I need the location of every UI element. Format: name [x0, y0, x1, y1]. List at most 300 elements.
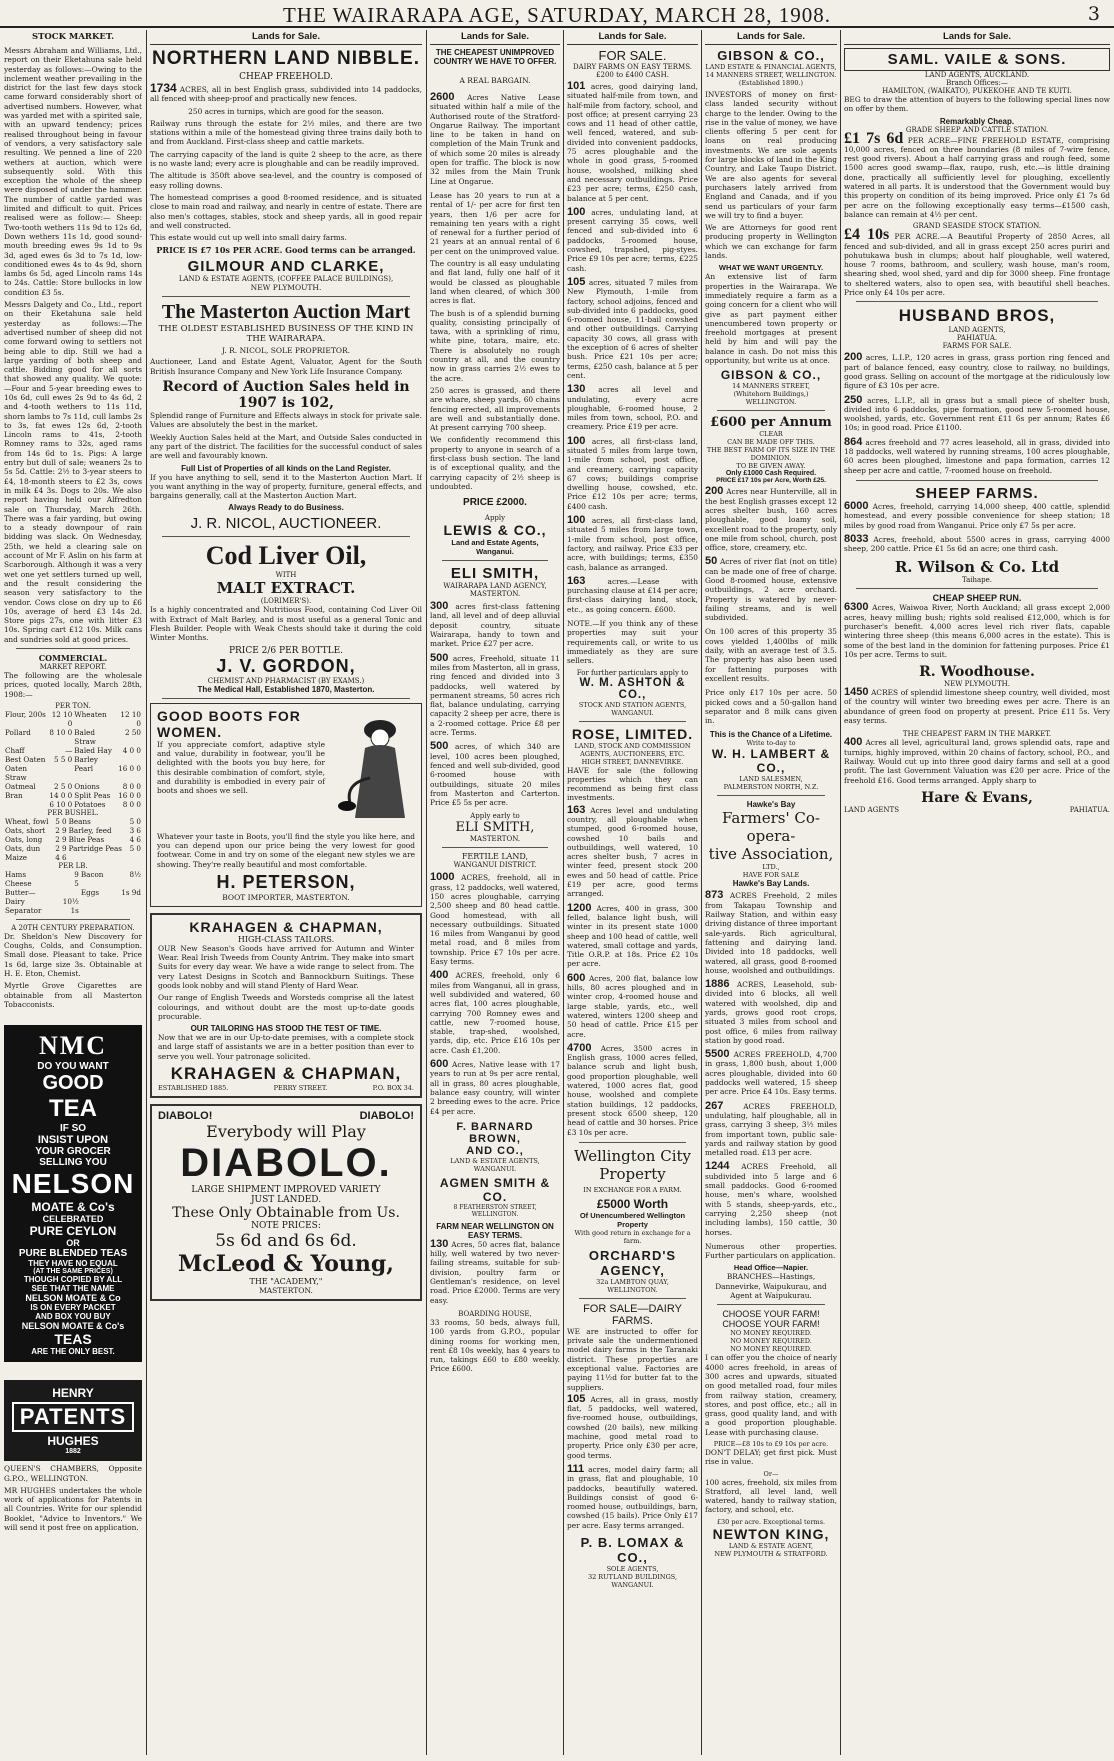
ad-line: THEY HAVE NO EQUAL [28, 1259, 118, 1269]
diabolo-landed: JUST LANDED. [250, 1195, 322, 1206]
lot-text: acres.—Lease with purchasing clause at £14 per acre; first-class dairying land, stock, etc., as going concern. £600. [567, 576, 698, 614]
rose-intro: HAVE for sale (the following properties which they can recommend as being first class investments. [567, 765, 698, 803]
price-row [4, 835, 142, 844]
nibble-agent: GILMOUR AND CLARKE, [187, 258, 385, 276]
vaile-price-1: £1 7s 6d [844, 129, 904, 147]
lot-number: 500 [430, 740, 449, 753]
column-rule [563, 30, 564, 1755]
krah-text-3: Now that we are in our Up-to-date premises, with a complete stock and large staff of assistants we are in a better position than ever to serve you well. Your patronage solicited. [158, 1033, 414, 1061]
price-cell: Wheat, fowl [5, 816, 49, 826]
ad-brand: NELSON [11, 1168, 135, 1200]
lot-number: 50 [705, 555, 718, 568]
lands-for-sale-header: Lands for Sale. [567, 30, 698, 45]
masthead-title: THE WAIRARAPA AGE, SATURDAY, MARCH 28, 1908. [282, 3, 832, 27]
lot-text: ACRES, freehold, all in grass, 12 paddocks, well watered, 150 acres ploughable, carrying 2,500 sheep and 80 head cattle. Good homestead, with all necessary outbuildings. Situated 16 miles from Wanganui by good metal road, and 8 miles from township. Price £7 10s per acre. Easy terms. [430, 873, 560, 967]
diabolo-ad [150, 1104, 422, 1301]
ashton-name: W. M. ASHTON & CO., [579, 676, 686, 701]
lot-text: Acres, Waiwoa River, North Auckland; all grass except 2,000 acres, heavy milling bush; rights sold realised £12,000, which is for purchaser's benefit. 4,000 acres level rich river flats, capable wintering three sheep (this means 6,000 acres in the estate). This is some of the best land in the dominion for fattening purposes. Price £1 10s per acre. Terms to suit. [844, 603, 1110, 659]
price-cell: Baled Straw [74, 727, 96, 746]
price-cell: Eggs [80, 887, 100, 897]
cod-title: Cod Liver Oil, [205, 541, 367, 571]
lot-text: acres, of which 340 are level, 100 acres been ploughed, fenced and well sub-divided, good 6-roomed house with outbuildings, situate 20 miles from Masterton and Carterton. Price £5 5s per acre. [430, 742, 560, 808]
farmers-ltd: LTD., [762, 863, 780, 872]
price-cell: Partridge Peas [68, 843, 122, 853]
column-rule [840, 30, 841, 1755]
mart-ready: Always Ready to do Business. [228, 503, 344, 513]
price-cell: Split Peas [74, 790, 111, 800]
col3-paragraph: 250 acres is grassed, and there are whare, sheep yards, 60 chains fencing erected, all improvements are well and substantially done. At present carrying 700 sheep. [430, 385, 560, 433]
century-text: Dr. Sheldon's New Discovery for Coughs, Colds, and Consumption. Small dose. Pleasant to take. Price 1s 6d, large size 3s. Obtainable at H. E. Eton, Chemist. [4, 931, 142, 979]
price-cell: Barley [74, 754, 98, 764]
seaside-station: GRAND SEASIDE STOCK STATION. [912, 222, 1042, 231]
price-cell [4, 800, 48, 809]
price-table-bushel [4, 817, 142, 862]
col4-sub-2: £200 to £400 CASH. [596, 71, 669, 79]
price-row [4, 746, 142, 755]
rose-street: HIGH STREET, DANNEVIRKE. [581, 757, 684, 766]
lot-number: 864 [844, 435, 863, 448]
price-table-ton [4, 710, 142, 809]
nibble-paragraph: This estate would cut up well into small dairy farms. [150, 233, 347, 243]
lot-item [567, 82, 698, 203]
diabolo-prices: 5s 6d and 6s 6d. [215, 1231, 357, 1252]
price-row [4, 853, 142, 862]
price-cell: Oats, dun [5, 843, 41, 853]
lot-item [844, 532, 1110, 554]
price-cell: Cheese [5, 878, 32, 888]
mart-proprietor: J. R. NICOL, SOLE PROPRIETOR. [221, 346, 351, 356]
hb-lots [705, 891, 837, 1236]
ad-line: NELSON MOATE & Co's [21, 1321, 125, 1332]
husband-farms: FARMS FOR SALE. [942, 342, 1012, 351]
col3-title-2: COUNTRY WE HAVE TO OFFER. [433, 57, 557, 66]
hb-title: Hawke's Bay [746, 800, 796, 810]
nibble-paragraph: The altitude is 350ft above sea-level, and the country is composed of easy rolling downs. [150, 171, 422, 190]
column-lands-5 [705, 30, 837, 1755]
gibson-sub: LAND ESTATE & FINANCIAL AGENTS, [705, 63, 837, 71]
lady-illustration [325, 708, 415, 832]
numerous-line: Numerous other properties. Further particulars on application. [705, 1241, 837, 1261]
choose-title: CHOOSE YOUR FARM! [722, 1309, 820, 1320]
vaile-text-2: PER ACRE.—A Beautiful Property of 2850 Acres, all fenced and sub-divided, and all in grass except 250 acres puriri and pohutukawa bush in clumps; about half ploughable, well watered, house 7 rooms, bathroom, and scullery, wash house, man's room, shearing shed, wool shed, yard and dip for 3000 sheep. Fine frontage to sheltered waters, also to open sea, with beautiful shell beaches. Price only £4 10s per acre. [844, 232, 1110, 298]
col3-bargain: A REAL BARGAIN. [459, 76, 531, 85]
eli-apply: Apply early to [470, 812, 520, 821]
gibson-investors: INVESTORS of money on first-class landed security without charge to the lender. Owing to the rise in the value of money, we have clients offering 5 per cent for loans on real producing investments. We are sole agents for large blocks of land in the King Country, and Lake Taupo District. We are also agents for several purchasers lately arrived from England and Canada, and if you send us particulars of your farm we will try to find a buyer. [705, 90, 837, 220]
lot-text: acres, all first-class land, situated 5 miles from large town, 1-mile from school, post office, factory, and railway. Price £33 per acre, with buildings; terms, £350 cash, balance as arranged. [567, 516, 698, 572]
price-row [4, 782, 142, 791]
price-cell: Wheaten [74, 709, 107, 719]
cod-text: Is a highly concentrated and Nutritious Food, containing Cod Liver Oil with Extract of Malt Barley, and is most useful as a general Tonic and Flesh Builder. People with Weak Chests should take it during the cold Winter Months. [150, 605, 422, 643]
fertile-lots [430, 873, 560, 1115]
fertile-title: FERTILE LAND, [461, 852, 529, 862]
lewis-sub: Land and Estate Agents, [451, 538, 539, 548]
hare-sub: LAND AGENTS [844, 805, 900, 814]
price-row [4, 870, 142, 879]
eli-lots [430, 602, 560, 807]
lot-item [567, 574, 698, 614]
mart-paragraph: Weekly Auction Sales held at the Mart, and Outside Sales conducted in any part of the district. The facilities for the successful conduct of sales are well and favourably known. [150, 432, 422, 461]
lot-item [430, 602, 560, 648]
price-cell: Oaten Straw [5, 763, 27, 782]
cheap-sheep-title: CHEAP SHEEP RUN. [932, 593, 1022, 604]
price-cell: Onions [74, 781, 100, 791]
patents-ad [4, 1380, 142, 1461]
lot-number: 4700 [567, 1041, 592, 1054]
delay-line: DON'T DELAY; get first pick. Must rise in value. [705, 1447, 837, 1467]
price-cell [117, 755, 142, 764]
ad-line: 1882 [65, 1448, 81, 1456]
woodhouse-name: R. Woodhouse. [919, 664, 1035, 681]
ad-brand: MOATE & Co's [31, 1200, 115, 1215]
nibble-text: ACRES, all in best English grass, subdivided into 14 paddocks, all fenced with sheep-proof and practically new fences. [150, 85, 422, 104]
price-cell: 12 10 0 [51, 709, 73, 728]
price-cell: 5 5 0 [53, 754, 73, 764]
krah-sub: HIGH-CLASS TAILORS. [237, 934, 335, 944]
lomax-place: WANGANUI. [611, 1581, 654, 1590]
lot-text: acres, L.I.P., all in grass but a small piece of shelter bush, divided into 6 paddocks, pipe formation, good new 5-roomed house, woolshed, yards, etc. Government rent £11 6s per annum; Rates £6 10s; in good road. Price £1100. [844, 395, 1110, 433]
nibble-lead: 1734 [150, 81, 177, 95]
farmers-title: Farmers' Co-opera- [722, 809, 820, 846]
lot-item [567, 971, 698, 1039]
mart-register: Full List of Properties of all kinds on the Land Register. [181, 463, 391, 473]
price-cell: 2 9 [55, 834, 67, 844]
ad-line: PURE BLENDED TEAS [18, 1248, 128, 1260]
lot-number: 1244 [705, 1160, 730, 1173]
barnard-place: WANGANUI. [473, 1164, 517, 1173]
price-cell: 5 0 [129, 843, 141, 853]
lot-item [567, 1462, 698, 1530]
wellington-return: With good return in exchange for a farm. [574, 1228, 691, 1245]
lot-number: 1450 [844, 686, 869, 699]
krah-name: KRAHAGEN & CHAPMAN, [170, 1064, 402, 1084]
boots-text-2: Whatever your taste in Boots, you'll find the style you like here, and you can depend upon our price being the very lowest for good footwear. Come in and try on some of the elegant new styles we are showing. They're really beautiful and most comfortable. [157, 831, 415, 869]
boots-text: If you appreciate comfort, adaptive style and value, durability in footwear, you'll be delighted with the boots you buy here, for this desirable combination of comfort, style, and durability is embodied in every pair of boots and shoes we sell. [157, 739, 325, 796]
lot-text: acres, all first-class land, situated 5 miles from large town, 1-mile from school, post office, and creamery, carrying capacity 67 cows; buildings comprise dwelling house, cowshed, etc. Price £12 10s per acre; terms, £400 cash. [567, 436, 698, 511]
gibson-want: WHAT WE WANT URGENTLY. [718, 263, 824, 273]
farmers-title-2: tive Association, [708, 845, 834, 864]
lot-text: Acres, freehold, carrying 14,000 sheep, 400 cattle, splendid homestead, and every possible convenience for sheep station; 18 miles by good road from Wanganui. Price only £7 5s per acre. [844, 501, 1110, 530]
lomax-name: P. B. LOMAX & CO., [580, 1535, 685, 1566]
price-cell: 8 0 0 [122, 799, 141, 809]
price-cell: 3 6 [129, 825, 141, 835]
lot-item [844, 353, 1110, 390]
lot-text: ACRES, Leasehold, sub-divided into 6 blocks, all well watered with woolshed, dip and yards, grows good root crops, situated 3 miles from school and post office, 6 miles from railway station by good road. [705, 980, 837, 1045]
col3-paragraph: The country is all easy undulating and flat land, fully one half of it would be classed as ploughable land when cleared, of which 300 acres is flat. [430, 259, 560, 306]
patents-address: QUEEN'S CHAMBERS, Opposite G.P.O., WELLINGTON. [4, 1464, 142, 1483]
lot-item [430, 651, 560, 738]
col4-title: FOR SALE. [598, 48, 667, 63]
eli-place: MASTERTON. [469, 590, 521, 599]
lot-text: Acres, 50 acres flat, balance hilly, well watered by two never-failing streams, suitable for sub-division, poultry farm or Gentleman's residence, on level road. Price £2000. Terms are very easy. [430, 1239, 560, 1305]
lot-item [705, 1050, 837, 1096]
ad-line: INSIST UPON [37, 1134, 109, 1147]
lot-number: 400 [430, 969, 449, 982]
page-number: 3 [1087, 3, 1100, 25]
price-cell: Bran [5, 790, 23, 800]
vaile-beg: BEG to draw the attention of buyers to the following special lines now on offer by them. [844, 95, 1110, 114]
hare-place: PAHIATUA. [1069, 805, 1110, 814]
lomax-street: 32 RUTLAND BUILDINGS, [587, 1573, 678, 1582]
cod-malt: MALT EXTRACT. [216, 579, 356, 598]
eli-sub: WAIRARAPA LAND AGENCY, [443, 582, 547, 591]
lot-text: acres freehold and 77 acres leasehold, all in grass, divided into 18 paddocks, well watered by running streams, 100 acres ploughable, 60 acres been ploughed, limestone and papa formation, carries 12 sheep per acre and cattle, 7-roomed house on freehold. [844, 437, 1110, 475]
remarkably-cheap: Remarkably Cheap. [939, 116, 1015, 126]
mart-name: J. R. NICOL, AUCTIONEER. [190, 515, 382, 533]
lot-text: Acres, Native lease with 17 years to run at 9s per acre rental, all in grass, 80 acres ploughable, balance easy country, will winter 2 breeding ewes to the acre. Price £4 per acre. [430, 1060, 560, 1116]
wilson-place: Taihape. [961, 576, 993, 585]
lewis-name: LEWIS & CO., [443, 522, 547, 539]
branches-line: BRANCHES—Hastings, Dannevirke, Waipukurau, and Agent at Waipukurau. [715, 1272, 827, 1301]
write-line: Write to-day to [746, 739, 796, 748]
col5-lots [705, 487, 837, 725]
lot-item [430, 873, 560, 966]
price-cell [113, 897, 142, 906]
farm-title-2: EASY TERMS. [467, 1230, 523, 1240]
woodhouse-place: NEW PLYMOUTH. [944, 680, 1010, 689]
price-row [4, 826, 142, 835]
lot-item [567, 434, 698, 511]
lot-text: ACRES FREEHOLD, undulating, half ploughable, all in grass, carrying 3 sheep, 3½ miles from important town, public sale-yards and railway station by good metalled road. £13 per acre. [705, 1101, 837, 1158]
gibson-want-text: An extensive list of farm properties in the Wairarapa. We immediately require a farm as a going concern for a client who will give as part payment either unencumbered town property or freehold mortgages at present held by him and will pay the balance in cash. Do not miss this opportunity, but write us at once. [705, 272, 837, 366]
dairy-lots [567, 1392, 698, 1530]
price-cell: Pearl [74, 763, 94, 773]
ad-line: IF SO [59, 1123, 87, 1135]
price-row [4, 817, 142, 826]
wellington-title: Wellington City [574, 1146, 691, 1165]
lomax-sub: SOLE AGENTS, [606, 1565, 659, 1574]
orchard-name: ORCHARD'S AGENCY, [588, 1247, 677, 1278]
lot-number: 400 [844, 736, 863, 749]
lot-number: 873 [705, 889, 724, 902]
col4-particulars: For further particulars apply to [576, 668, 689, 677]
column-lands-6 [844, 30, 1110, 1755]
price-cell: 1s [70, 905, 79, 915]
price-cell: — [65, 745, 73, 755]
lot-number: 130 [567, 383, 586, 396]
diabolo-big: DIABOLO. [180, 1141, 392, 1186]
nibble-agent-sub: LAND & ESTATE AGENTS, (COFFEE PALACE BUILDINGS), [178, 275, 394, 284]
dairy-title-2: FARMS. [612, 1314, 653, 1327]
price-row [4, 800, 142, 809]
lot-text: acres, undulating land, at present carrying 35 cows, well fenced and sub-divided into 6 paddocks, 5-roomed house, cowshed, trapshed, pig-styes. Price £9 10s per acre; terms, £225 cash. [567, 207, 698, 273]
price-cell: 2 9 [55, 843, 67, 853]
price-row [4, 728, 142, 746]
diabolo-place: MASTERTON. [259, 1286, 313, 1296]
price-row [4, 879, 142, 888]
lot-number: 2600 [430, 91, 455, 103]
orchard-place: WELLINGTON. [607, 1285, 658, 1294]
lot-text: Acres, freehold, about 5500 acres in grass, carrying 4000 sheep, 200 cattle. Price £1 5s 6d an acre; one third cash. [844, 534, 1110, 554]
lot-item [430, 1060, 560, 1116]
cod-lorimer: (LORIMER'S). [260, 597, 312, 606]
lot-item [567, 516, 698, 572]
lot-number: 100 [567, 434, 586, 447]
gibson-investors-2: We are Attorneys for good rent producing property in Wellington which we can exchange for farm lands. [705, 223, 837, 261]
col3-paragraph: Lease has 20 years to run at a rental of 1/- per acre for first ten years, then 1/6 per acre for remaining ten years with a right of renewal for a further period of 21 years at an annual rental of 6 per cent on the unimproved value. [430, 190, 560, 256]
price-cell [113, 906, 142, 915]
price-cell: Beans [68, 816, 91, 826]
barnard-sub: LAND & ESTATE AGENTS, [450, 1156, 540, 1165]
per-acre-line: £30 per acre. Exceptional terms. [716, 1517, 826, 1526]
price-cell: Separator [5, 905, 42, 915]
krah-text-2: Our range of English Tweeds and Worsteds comprise all the latest colourings, and without doubt are the most up-to-date goods procurable. [158, 993, 414, 1021]
price-cell: 8 0 0 [122, 781, 141, 791]
price-table-lb [4, 870, 142, 915]
ad-line: PURE CEYLON [29, 1224, 117, 1239]
annum-price: PRICE £17 10s per Acre, Worth £25. [716, 477, 826, 485]
ad-line: SEE THAT THE NAME [31, 1284, 115, 1294]
lot-text: acres, good dairying land, situated half-mile from town, and half-mile from factory, school, and post office; at present carrying 23 cows and 11 head of other cattle, well fenced, watered, and sub-divided into convenient paddocks, 75 acres ploughable and the whole in good grass, 5-roomed house, woolshed, milking shed and necessary outbuildings. Price £23 per acre; terms, £250 cash, balance at 5 per cent. [567, 82, 698, 203]
lot-item [567, 385, 698, 431]
price-cell [48, 764, 73, 782]
krah-text: OUR New Season's Goods have arrived for Autumn and Winter Wear. Real Irish Tweeds from County Antrim. They make into smart Suits for every day wear. We have a wide range to select from. The very Latest Designs in Scotch and Bannockburn Suitings. These goods look nobby and will stand Plenty of Hard Wear. [158, 943, 414, 990]
lot-text: Acres, all in grass, mostly flat, 5 paddocks, well watered, five-roomed house, outbuildings, cowshed (20 bails), new milking machine, good metal road to property. Price only £30 per acre, good terms. [567, 1394, 698, 1460]
lot-number: 267 [705, 1099, 724, 1112]
mart-sub: THE OLDEST ESTABLISHED BUSINESS OF THE KIND IN THE WAIRARAPA. [158, 324, 414, 345]
lot-item [705, 688, 837, 725]
mart-paragraph: Splendid range of Furniture and Effects always in stock for private sale. Values are absolutely the best in the market. [150, 411, 422, 430]
lot-number: 163 [567, 803, 586, 816]
lot-text: Acres, 3500 acres in English grass, 1000 acres felled, balance scrub and light bush, good proportion ploughable, well watered, 1000 acres flat, good house, woolshed and complete station buildings, 12 paddocks, present stock 6500 sheep, 120 head of cattle and 30 horses. Price £3 10s per acre. [567, 1043, 698, 1137]
price-row [4, 888, 142, 897]
boots-name: H. PETERSON, [216, 871, 356, 892]
col3-paragraph: The bush is of a splendid burning quality, consisting principally of tawa, with a sprinkling of rimu, white pine, totara, maire, etc. There is absolutely no rough country at all, and the country now in grass carries 2½ ewes to the acre. [430, 308, 560, 383]
nmc-logo: NMC [38, 1031, 108, 1061]
price-row [4, 844, 142, 853]
hb-lands: Hawke's Bay Lands. [732, 879, 810, 889]
ad-line: HUGHES [47, 1434, 99, 1449]
lot-item [430, 971, 560, 1055]
head-office: Head Office—Napier. [733, 1263, 809, 1273]
lot-number: 600 [567, 971, 586, 984]
ad-line: NELSON MOATE & Co [25, 1293, 121, 1304]
lot-number: 111 [567, 1462, 585, 1475]
lambert-sub: LAND SALESMEN, [739, 775, 803, 784]
lot-text: acres, Freehold, situate 11 miles from Masterton, all in grass, ring fenced and divided into 3 paddocks, well watered by permanent streams, 50 acres rich flat, balance undulating, carrying capacity 2 sheep per acre, there is a 2-roomed cottage. Price £8 per acre. Terms. [430, 653, 560, 738]
lot-item [844, 435, 1110, 475]
lot-number: 100 [567, 205, 586, 218]
nibble-paragraph: The homestead comprises a good 8-roomed residence, and is situated close to main road and railway, and nearly in centre of estate. There are also men's cottages, stables, stock and sheep yards, all in good repair and well constructed. [150, 192, 422, 230]
century-heading: A 20TH CENTURY PREPARATION. [11, 923, 135, 932]
price-row [4, 906, 142, 915]
wellington-price: £5000 Worth [596, 1196, 669, 1211]
price-cell: Oats, long [5, 834, 43, 844]
per-lb-label: PER LB. [58, 861, 88, 870]
commercial-heading: COMMERCIAL. [38, 653, 108, 663]
ashton-sub: STOCK AND STATION AGENTS, [578, 700, 687, 709]
lot-number: 6000 [844, 499, 869, 512]
ad-line: SELLING YOU [39, 1157, 107, 1169]
wellington-sub: IN EXCHANGE FOR A FARM. [583, 1185, 682, 1194]
price-row [4, 764, 142, 782]
stock-report: Messrs Dalgety and Co., Ltd., report on their Eketahuna sale held yesterday as follows:—The advertised number of sheep did not come forward owing to settlers not being able to dip. Still we had a large yarding of both sheep and cattle. Bidding good for all sorts that showed any quality. We quote:—Four and 5-year breeding ewes to 10s 6d, cull ewes 2s 9d to 4s 6d, 2 and 4-tooth wethers to 11s 11d, shorn lambs to 7s 11d, cull lambs 2s to 3s, fat ewes 12s 6d, 2-tooth Lincoln rams to 41s, 2-tooth Romney rams to 32s, aged rams from 14s 6d to 1s. Pigs: A large entry but dull of sale; weaners 2s to 5s 5d. Cattle: 2½ to 3-year steers to £4, 18-month steers to £2 3s, cows in milk £4 3s. Dogs to 20s. We also report having held our Alfredton sale on Thursday, March 26th. There was a fair yarding, but owing to a steady downpour of rain bidding was slack. On Wednesday, 25th, we held a clearing sale on account of Mr F. Aslin on his farm at Scarborough. Although it was a very wet one yet settlers turned up well, and the result considering the season very satisfactory to the vendor. Cows close on dry up to £6 10s, average of herd £3 14s 2d. Store pigs 27s, one with litter £3 10s. Spring cart £12 10s. Milk cans and sundries sold at good prices. [4, 300, 142, 644]
vaile-price-2: £4 10s [844, 226, 890, 244]
eli-name-2: ELI SMITH, [455, 820, 535, 836]
lands-for-sale-header: Lands for Sale. [430, 30, 560, 45]
lands-for-sale-header: Lands for Sale. [150, 30, 422, 45]
lot-item [567, 275, 698, 380]
ad-line: OR [66, 1238, 80, 1249]
price-cell: 16 0 0 [118, 790, 141, 800]
mart-text: Auctioneer, Land and Estate Agent, Valuator, Agent for the South British Insurance Company and New York Life Insurance Company. [150, 357, 422, 376]
diabolo-line: Everybody will Play [206, 1122, 366, 1142]
diabolo-these: These Only Obtainable from Us. [172, 1205, 400, 1222]
lot-text: Acres near Hunterville, all in the best English grasses except 12 acres shelter bush, 160 acres ploughable, good loamy soil, excellent road to the property, only one mile from school, church, post office, store, creamery, etc. [705, 487, 837, 553]
column-rule [701, 30, 702, 1755]
price-cell: Potatoes [74, 799, 106, 809]
cheapest-farm: THE CHEAPEST FARM IN THE MARKET. [902, 730, 1052, 739]
col4-note: NOTE.—If you think any of these properties may suit your requirements call, or write to us immediately as they are sure sellers. [567, 619, 698, 666]
barnard-name-2: AND CO., [466, 1144, 524, 1157]
diabolo-name: McLeod & Young, [178, 1251, 394, 1278]
price-cell: Best Oaten [5, 754, 46, 764]
choose-price: PRICE—£8 10s to £9 10s per acre. [713, 1439, 829, 1448]
diabolo-academy: THE "ACADEMY," [249, 1277, 323, 1287]
price-cell: 8½ [129, 869, 141, 879]
gibson2-street: 14 MANNERS STREET, [732, 382, 810, 391]
krah-box: P.O. BOX 34. [372, 1084, 414, 1093]
gibson-established: (Established 1890.) [738, 79, 804, 87]
lot-text: acres first-class fattening land, all level and of deep alluvial deposit country, situate Wairarapa, handy to town and market. Price £27 per acre. [430, 602, 560, 649]
lot-item [705, 891, 837, 975]
price-cell: 2 50 [124, 727, 141, 737]
boots-ad [150, 703, 422, 907]
price-cell [68, 853, 128, 862]
boots-sub: BOOT IMPORTER, MASTERTON. [222, 892, 350, 902]
col3-apply: Apply [484, 514, 506, 523]
gibson2-place: WELLINGTON. [745, 398, 797, 407]
price-cell: 5 0 [55, 816, 67, 826]
price-cell: Flour, 200s [5, 709, 46, 719]
dairy-intro: WE are instructed to offer for private sale the undermentioned model dairy farms in the Taranaki district. These properties are exceptional value. Factories are paying 11½d for butter fat to the suppliers. [567, 1326, 698, 1392]
or-text: 100 acres, freehold, six miles from Stratford, all level land, well watered, handy to railway station, factory, and school, etc. [705, 1477, 837, 1515]
price-cell: Dairy [5, 896, 25, 906]
price-cell: Chaff [5, 745, 25, 755]
lot-text: acres, model dairy farm; all in grass, flat and ploughable, 10 paddocks, beautifully watered. Buildings consist of good 6-roomed house, outbuildings, barn, cowshed (15 bails). Price Only £17 per acre. Easy terms arranged. [567, 1464, 698, 1530]
column-rule [426, 30, 427, 1755]
stock-market-heading: STOCK MARKET. [31, 32, 115, 42]
price-cell: 2 5 0 [53, 781, 73, 791]
chance-line: This is the Chance of a Lifetime. [709, 730, 833, 740]
lot-item [705, 487, 837, 552]
price-cell: Oatmeal [5, 781, 36, 791]
price-row [4, 791, 142, 800]
choose-title-2: CHOOSE YOUR FARM! [722, 1319, 820, 1330]
lot-number: 300 [430, 600, 449, 613]
price-cell: 5 [74, 878, 79, 888]
lot-number: 500 [430, 651, 449, 664]
per-bushel-label: PER BUSHEL. [47, 808, 99, 817]
lot-item [567, 1041, 698, 1137]
lot-item [567, 1392, 698, 1460]
krahagen-ad [150, 913, 422, 1098]
eli-name: ELI SMITH, [450, 565, 540, 583]
lot-item [567, 205, 698, 273]
lot-number: 250 [844, 393, 863, 406]
vaile-branches: HAMILTON, (WAIKATO), PUKEKOHE AND TE KUITI. [882, 87, 1072, 95]
lot-number: 101 [567, 80, 586, 92]
price-cell [80, 897, 113, 906]
price-cell: Blue Peas [68, 834, 105, 844]
vaile-name: SAML. VAILE & SONS. [844, 48, 1110, 71]
gibson-street: 14 MANNERS STREET, WELLINGTON. [705, 71, 837, 79]
col3-title: THE CHEAPEST UNIMPROVED [435, 48, 555, 57]
gibson-name-2: GIBSON & CO., [720, 368, 822, 383]
diabolo-left: DIABOLO! [158, 1110, 213, 1123]
price-cell: Maize [5, 852, 27, 862]
annum-made: CAN BE MADE OFF THIS. [727, 438, 815, 447]
fertile-sub: WANGANUI DISTRICT. [453, 861, 537, 870]
